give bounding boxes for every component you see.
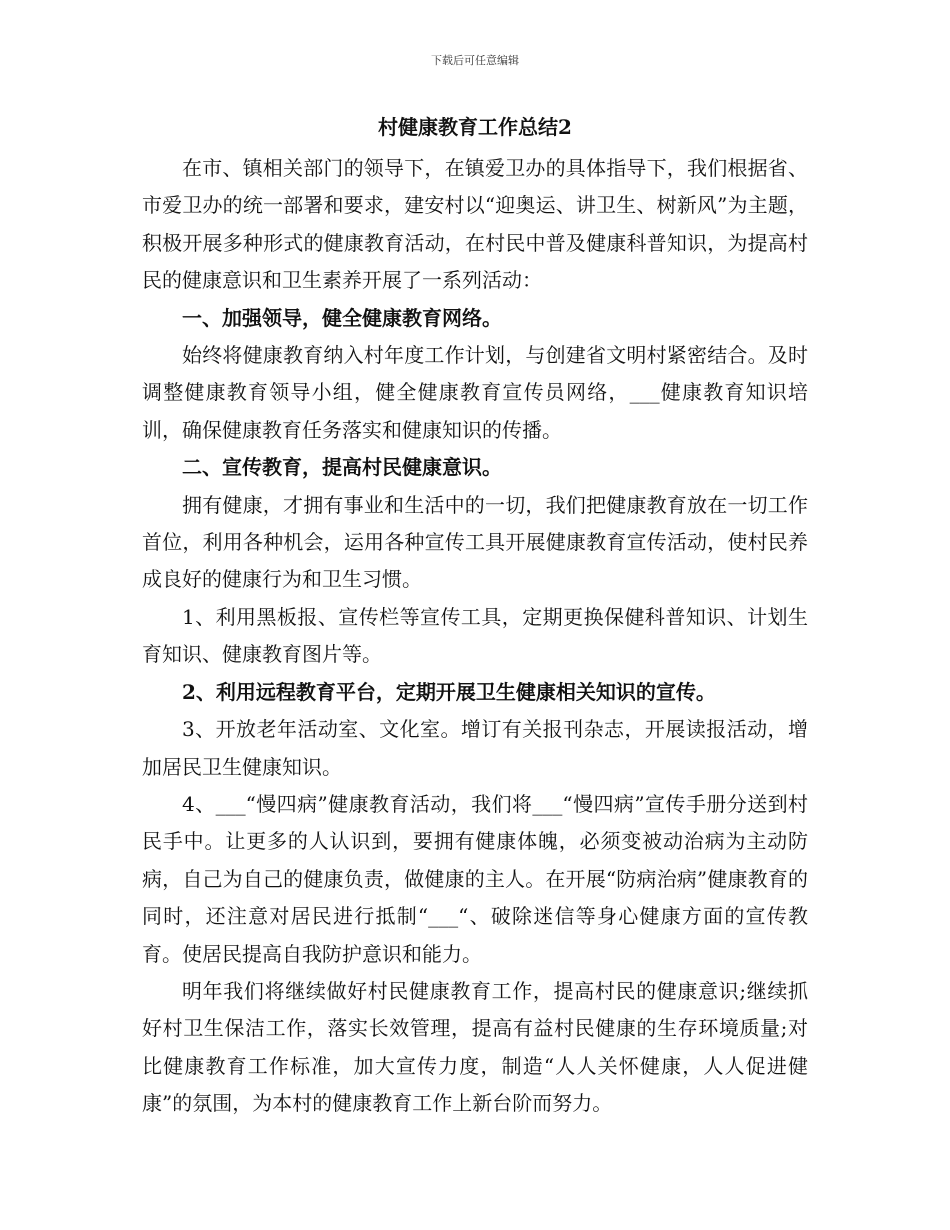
paragraph-list xyxy=(142,150,808,1123)
page-header-note: 下载后可任意编辑 xyxy=(431,54,519,67)
body-paragraph: 明年我们将继续做好村民健康教育工作，提高村民的健康意识;继续抓好村卫生保洁工作，落实长效管理，提高有益村民健康的生存环境质量;对比健康教育工作标准，加大宣传力度，制造“人人关怀健康，人人促进健康”的氛围，为本村的健康教育工作上新台阶而努力。 xyxy=(142,978,808,1116)
body-paragraph: 4、___“慢四病”健康教育活动，我们将___“慢四病”宣传手册分送到村民手中。让更多的人认识到，要拥有健康体魄，必须变被动治病为主动防病，自己为自己的健康负责，做健康的主人。在开展“防病治病”健康教育的同时，还注意对居民进行抵制“___“、破除迷信等身心健康方面的宣传教育。使居民提高自我防护意识和能力。 xyxy=(142,791,808,966)
body-paragraph: 3、开放老年活动室、文化室。增订有关报刊杂志，开展读报活动，增加居民卫生健康知识。 xyxy=(142,717,808,779)
document-body xyxy=(142,108,808,1123)
body-paragraph: 1、利用黑板报、宣传栏等宣传工具，定期更换保健科普知识、计划生育知识、健康教育图片等。 xyxy=(142,604,808,667)
body-paragraph: 在市、镇相关部门的领导下，在镇爱卫办的具体指导下，我们根据省、市爱卫办的统一部署和要求，建安村以“迎奥运、讲卫生、树新风”为主题，积极开展多种形式的健康教育活动，在村民中普及健康科普知识，为提高村民的健康意识和卫生素养开展了一系列活动： xyxy=(142,156,808,293)
body-paragraph: 拥有健康，才拥有事业和生活中的一切，我们把健康教育放在一切工作首位，利用各种机会，运用各种宣传工具开展健康教育宣传活动，使村民养成良好的健康行为和卫生习惯。 xyxy=(142,492,808,592)
document-title: 村健康教育工作总结2 xyxy=(378,115,572,139)
section-heading: 二、宣传教育，提高村民健康意识。 xyxy=(182,455,502,480)
body-paragraph: 始终将健康教育纳入村年度工作计划，与创建省文明村紧密结合。及时调整健康教育领导小组，健全健康教育宣传员网络，___健康教育知识培训，确保健康教育任务落实和健康知识的传播。 xyxy=(142,343,808,442)
section-heading: 一、加强领导，健全健康教育网络。 xyxy=(182,305,502,330)
section-heading: 2、利用远程教育平台，定期开展卫生健康相关知识的宣传。 xyxy=(182,679,716,704)
